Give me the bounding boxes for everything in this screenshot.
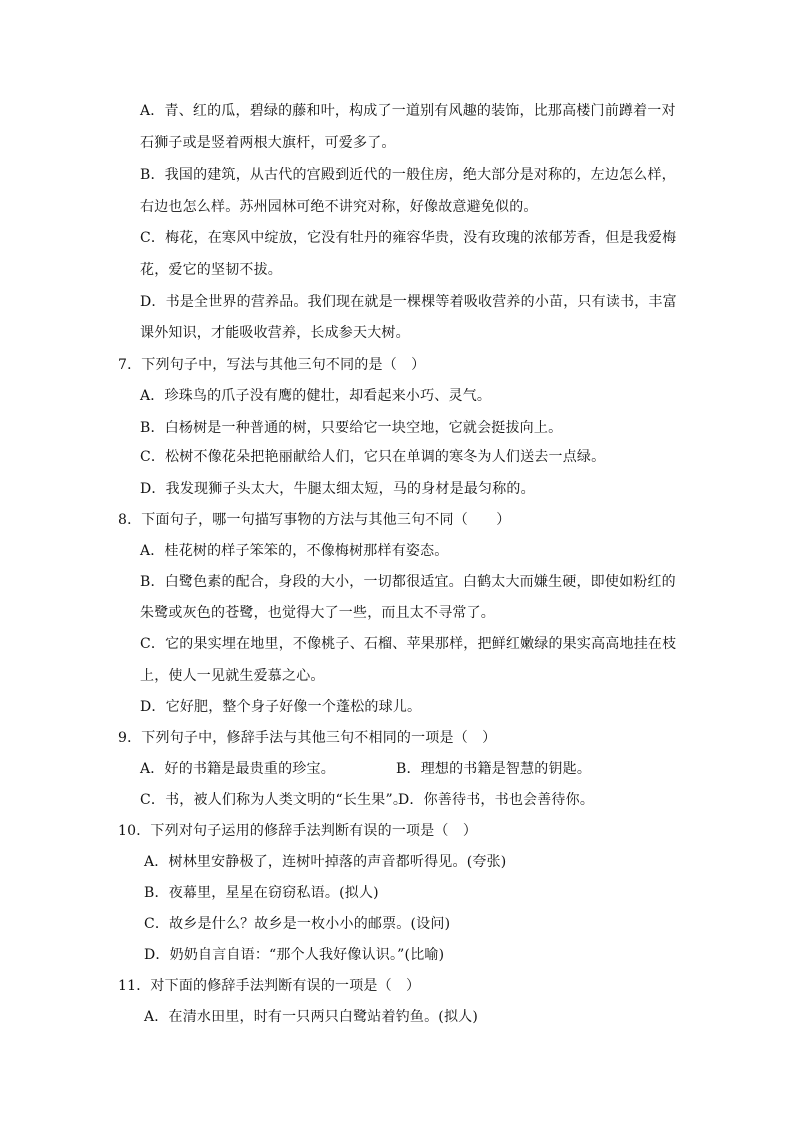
- question-11-stem: 11．对下面的修辞手法判断有误的一项是（ ）: [118, 978, 421, 994]
- prev-option-b-line1: B．我国的建筑，从古代的宫殿到近代的一般住房，绝大部分是对称的，左边怎么样，: [140, 167, 676, 183]
- prev-option-c-line1: C．梅花，在寒风中绽放，它没有牡丹的雍容华贵，没有玫瑰的浓郁芳香，但是我爱梅: [140, 230, 677, 246]
- prev-option-c-line2: 花，爱它的坚韧不拔。: [140, 262, 282, 278]
- question-8-option-b-line1: B．白鹭色素的配合，身段的大小，一切都很适宜。白鹤太大而嫌生硬，即使如粉红的: [140, 574, 676, 590]
- prev-option-a-line2: 石狮子或是竖着两根大旗杆，可爱多了。: [140, 135, 396, 151]
- question-7-option-c: C．松树不像花朵把艳丽献给人们，它只在单调的寒冬为人们送去一点绿。: [140, 449, 606, 465]
- prev-option-d-line1: D．书是全世界的营养品。我们现在就是一棵棵等着吸收营养的小苗，只有读书，丰富: [140, 294, 677, 310]
- question-9-option-d: D．你善待书，书也会善待你。: [398, 792, 595, 808]
- question-9-stem: 9．下列句子中，修辞手法与其他三句不相同的一项是（ ）: [118, 730, 497, 746]
- question-10-option-c: C．故乡是什么？故乡是一枚小小的邮票。(设问): [144, 916, 451, 932]
- question-7-stem: 7．下列句子中，写法与其他三句不同的是（ ）: [118, 357, 426, 373]
- question-10-option-a: A．树林里安静极了，连树叶掉落的声音都听得见。(夸张): [144, 854, 507, 870]
- prev-option-d-line2: 课外知识，才能吸收营养，长成参天大树。: [140, 325, 410, 341]
- question-8-option-b-line2: 朱鹭或灰色的苍鹭，也觉得大了一些，而且太不寻常了。: [140, 605, 495, 621]
- prev-option-a-line1: A．青、红的瓜，碧绿的藤和叶，构成了一道别有风趣的装饰，比那高楼门前蹲着一对: [140, 103, 676, 119]
- question-9-option-a: A．好的书籍是最贵重的珍宝。: [140, 761, 335, 777]
- question-11-option-a: A．在清水田里，时有一只两只白鹭站着钓鱼。(拟人): [144, 1009, 479, 1025]
- question-8-option-c-line2: 上，使人一见就生爱慕之心。: [140, 668, 325, 684]
- question-7-option-a: A．珍珠鸟的爪子没有鹰的健壮，却看起来小巧、灵气。: [140, 388, 492, 404]
- question-9-option-b: B．理想的书籍是智慧的钥匙。: [396, 761, 592, 777]
- question-8-option-c-line1: C．它的果实埋在地里，不像桃子、石榴、苹果那样，把鲜红嫩绿的果实高高地挂在枝: [140, 636, 677, 652]
- question-9-option-c: C．书，被人们称为人类文明的“长生果”。: [140, 792, 408, 808]
- question-8-stem: 8．下面句子，哪一句描写事物的方法与其他三句不同（ ）: [118, 512, 511, 528]
- question-10-stem: 10．下列对句子运用的修辞手法判断有误的一项是（ ）: [118, 823, 478, 839]
- prev-option-b-line2: 右边也怎么样。苏州园林可绝不讲究对称，好像故意避免似的。: [140, 199, 538, 215]
- question-10-option-d: D．奶奶自言自语：“那个人我好像认识。”(比喻): [144, 947, 445, 963]
- question-7-option-b: B．白杨树是一种普通的树，只要给它一块空地，它就会挺拔向上。: [140, 420, 563, 436]
- question-7-option-d: D．我发现狮子头太大，牛腿太细太短，马的身材是最匀称的。: [140, 481, 535, 497]
- question-8-option-a: A．桂花树的样子笨笨的，不像梅树那样有姿态。: [140, 543, 449, 559]
- question-10-option-b: B．夜幕里，星星在窃窃私语。(拟人): [144, 885, 379, 901]
- question-8-option-d: D．它好肥，整个身子好像一个蓬松的球儿。: [140, 699, 422, 715]
